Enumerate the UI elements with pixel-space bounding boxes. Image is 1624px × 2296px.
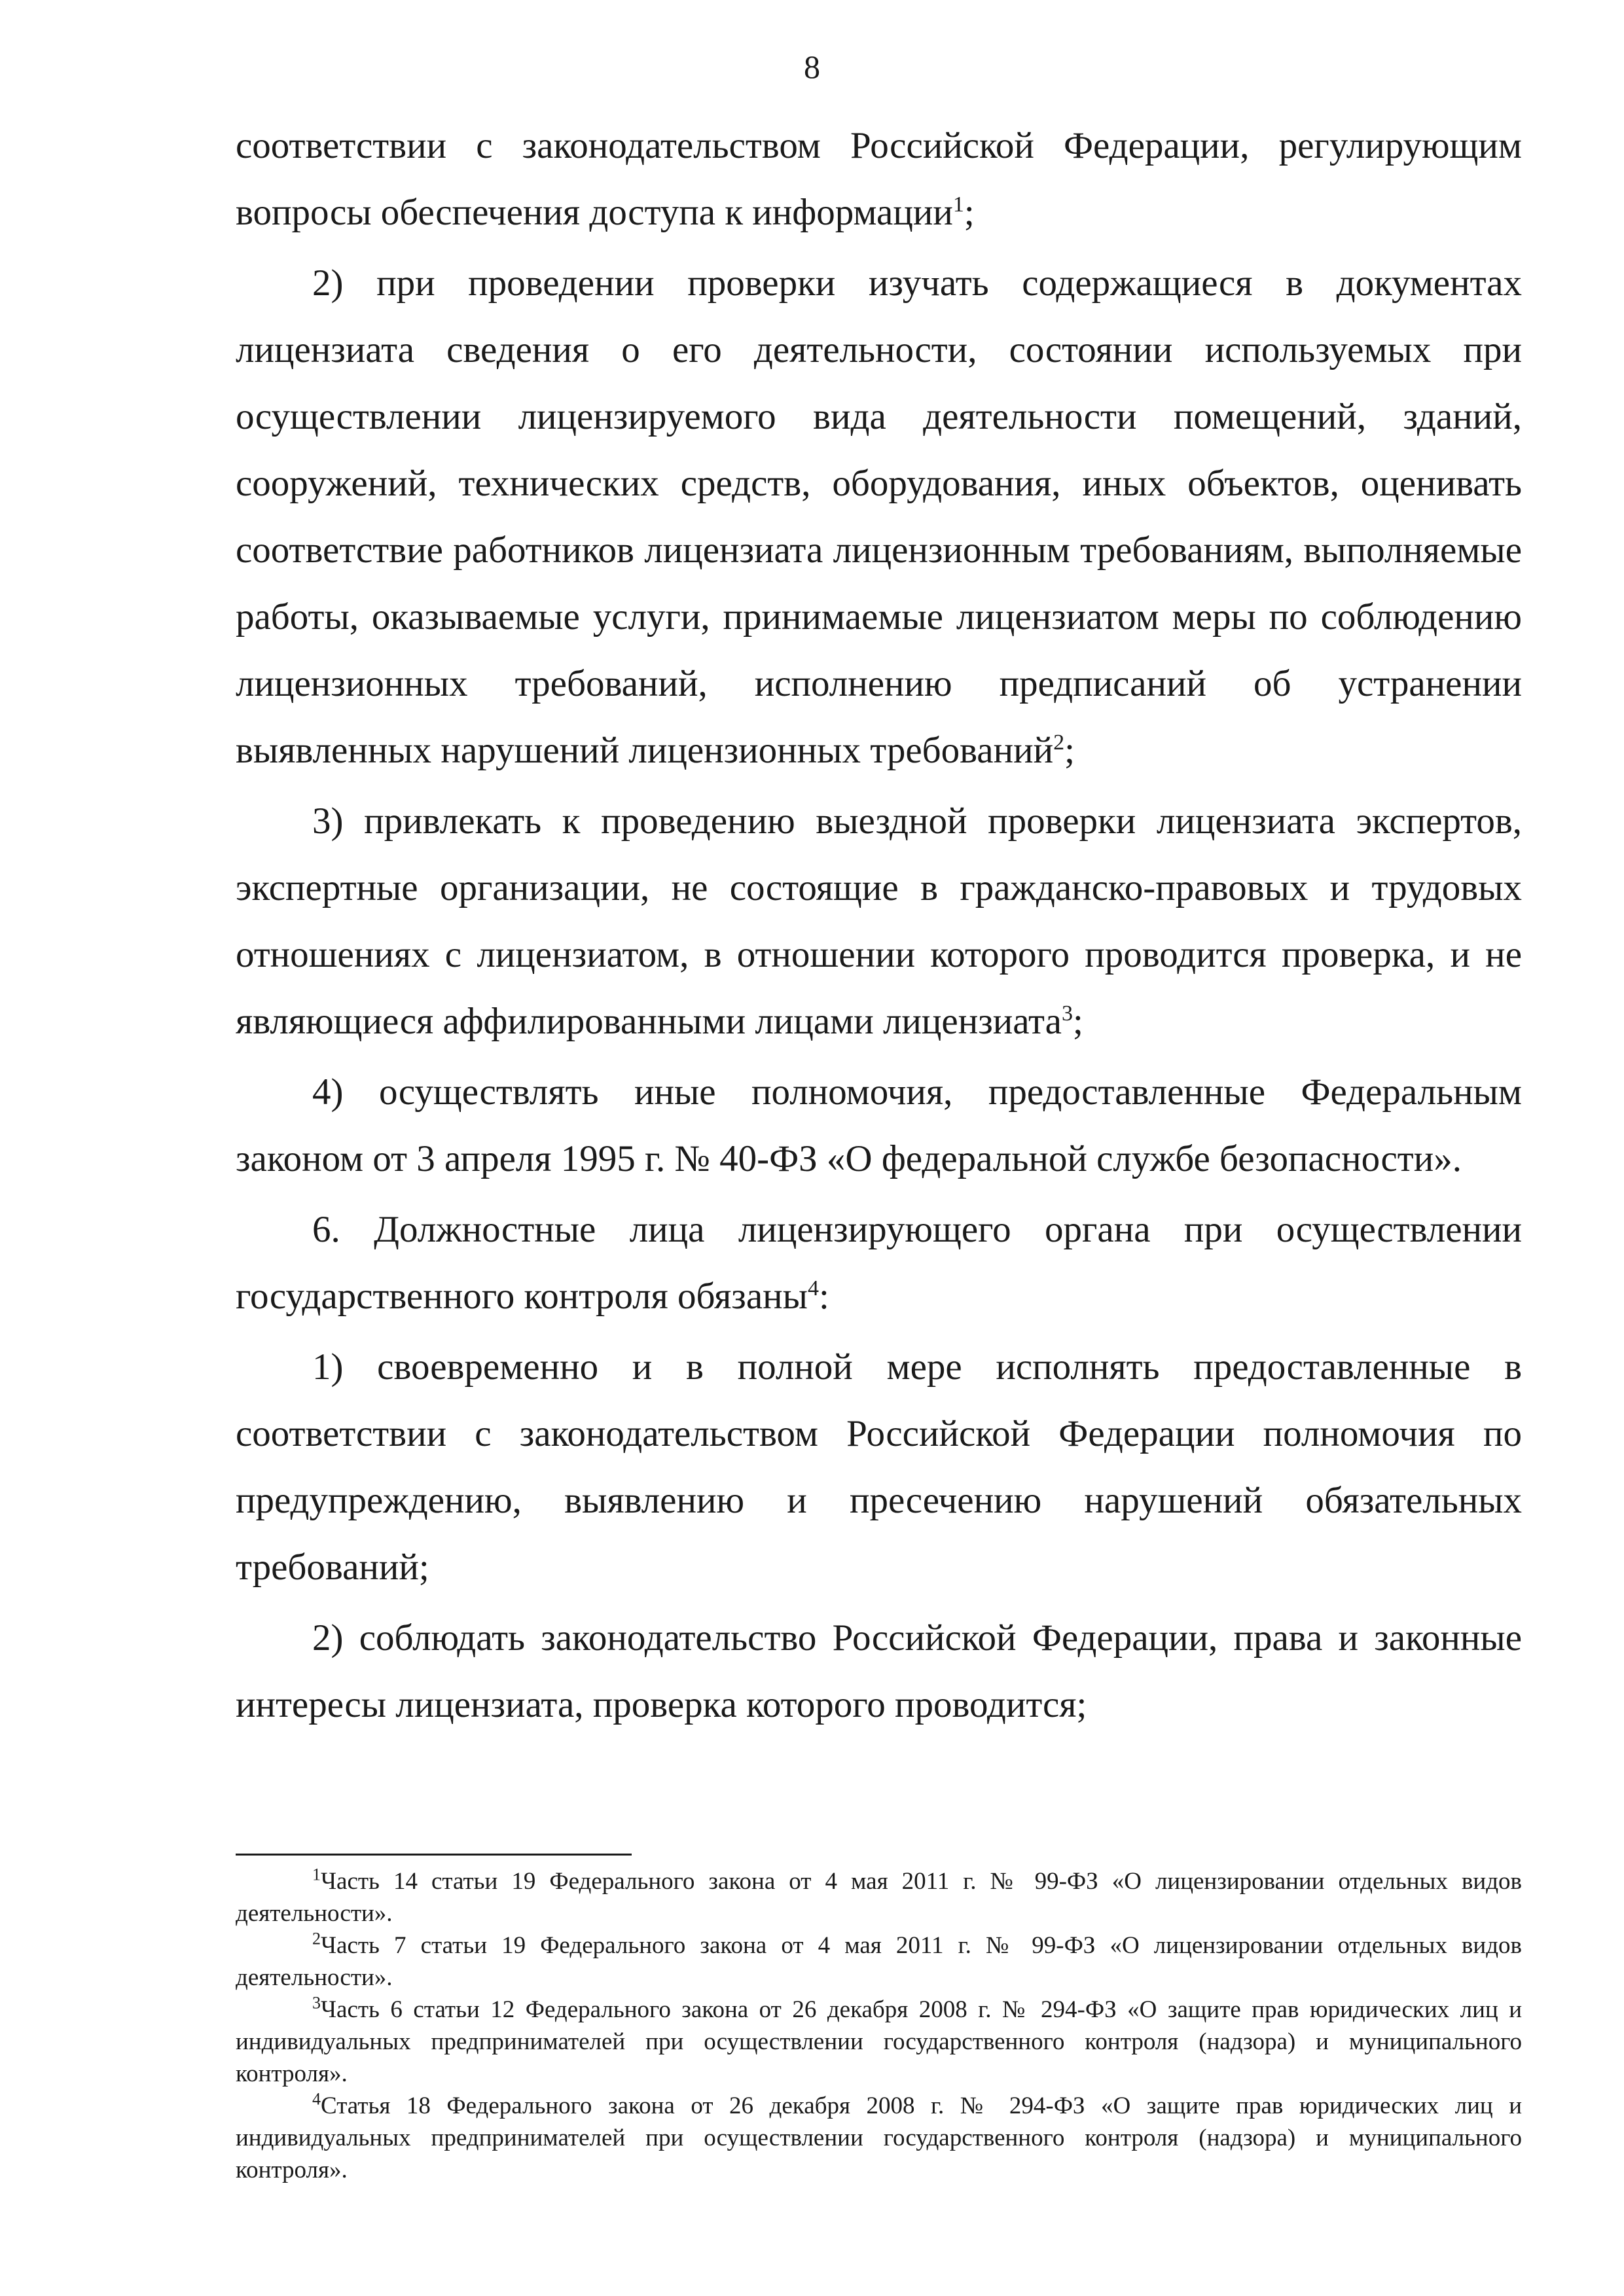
document-body — [236, 113, 1522, 1738]
page-number: 8 — [804, 48, 820, 85]
paragraph-item-2: 2) при проведении проверки изучать содержащиеся в документах лицензиата сведения о его деятельности, состоянии используемых при осуществлении лицензируемого вида деятельности помещений, зданий, сооружений, технических средств, оборудования, иных объектов, оценивать соответствие работников лицензиата лицензионным требованиям, выполняемые работы, оказываемые услуги, принимаемые лицензиатом меры по соблюдению лицензионных требований, исполнению предписаний об устранении выявленных нарушений лицензионных требований$^2$; — [236, 262, 1522, 771]
footnote-ref-1: 1 — [952, 192, 964, 217]
footnotes — [236, 1865, 1522, 2186]
paragraph-duty-1: 1) своевременно и в полной мере исполнять предоставленные в соответствии с законодательством Российской Федерации полномочия по предупреждению, выявлению и пресечению нарушений обязательных требований; — [236, 1346, 1522, 1588]
footnote-2: $^2$Часть 7 статьи 19 Федерального закона от 4 мая 2011 г. № 99-ФЗ «О лицензировании отдельных видов деятельности». — [236, 1929, 1522, 1991]
paragraph-item-3: 3) привлекать к проведению выездной проверки лицензиата экспертов, экспертные организации, не состоящие в гражданско-правовых и трудовых отношениях с лицензиатом, в отношении которого проводится проверка, и не являющиеся аффилированными лицами лицензиата$^3$; — [236, 800, 1522, 1042]
footnote-1: $^1$Часть 14 статьи 19 Федерального закона от 4 мая 2011 г. № 99-ФЗ «О лицензировании отдельных видов деятельности». — [236, 1865, 1522, 1927]
paragraph-section-6: 6. Должностные лица лицензирующего органа при осуществлении государственного контроля обязаны$^4$: — [236, 1209, 1522, 1317]
footnote-separator — [236, 1854, 632, 1856]
footnote-ref-2: 2 — [1053, 730, 1065, 755]
paragraph-continuation: соответствии с законодательством Российской Федерации, регулирующим вопросы обеспечения доступа к информации$^1$; — [236, 125, 1522, 233]
paragraph-duty-2: 2) соблюдать законодательство Российской Федерации, права и законные интересы лицензиата, проверка которого проводится; — [236, 1617, 1522, 1725]
footnote-4: $^4$Статья 18 Федерального закона от 26 декабря 2008 г. № 294-ФЗ «О защите прав юридических лиц и индивидуальных предпринимателей при осуществлении государственного контроля (надзора) и муниципального контроля». — [236, 2089, 1522, 2183]
footnote-ref-4: 4 — [807, 1276, 819, 1300]
footnote-ref-3: 3 — [1061, 1001, 1073, 1026]
paragraph-item-4: 4) осуществлять иные полномочия, предоставленные Федеральным законом от 3 апреля 1995 г. № 40-ФЗ «О федеральной службе безопасности». — [236, 1071, 1522, 1179]
footnote-3: $^3$Часть 6 статьи 12 Федерального закона от 26 декабря 2008 г. № 294-ФЗ «О защите прав юридических лиц и индивидуальных предпринимателей при осуществлении государственного контроля (надзора) и муниципального контроля». — [236, 1993, 1522, 2087]
